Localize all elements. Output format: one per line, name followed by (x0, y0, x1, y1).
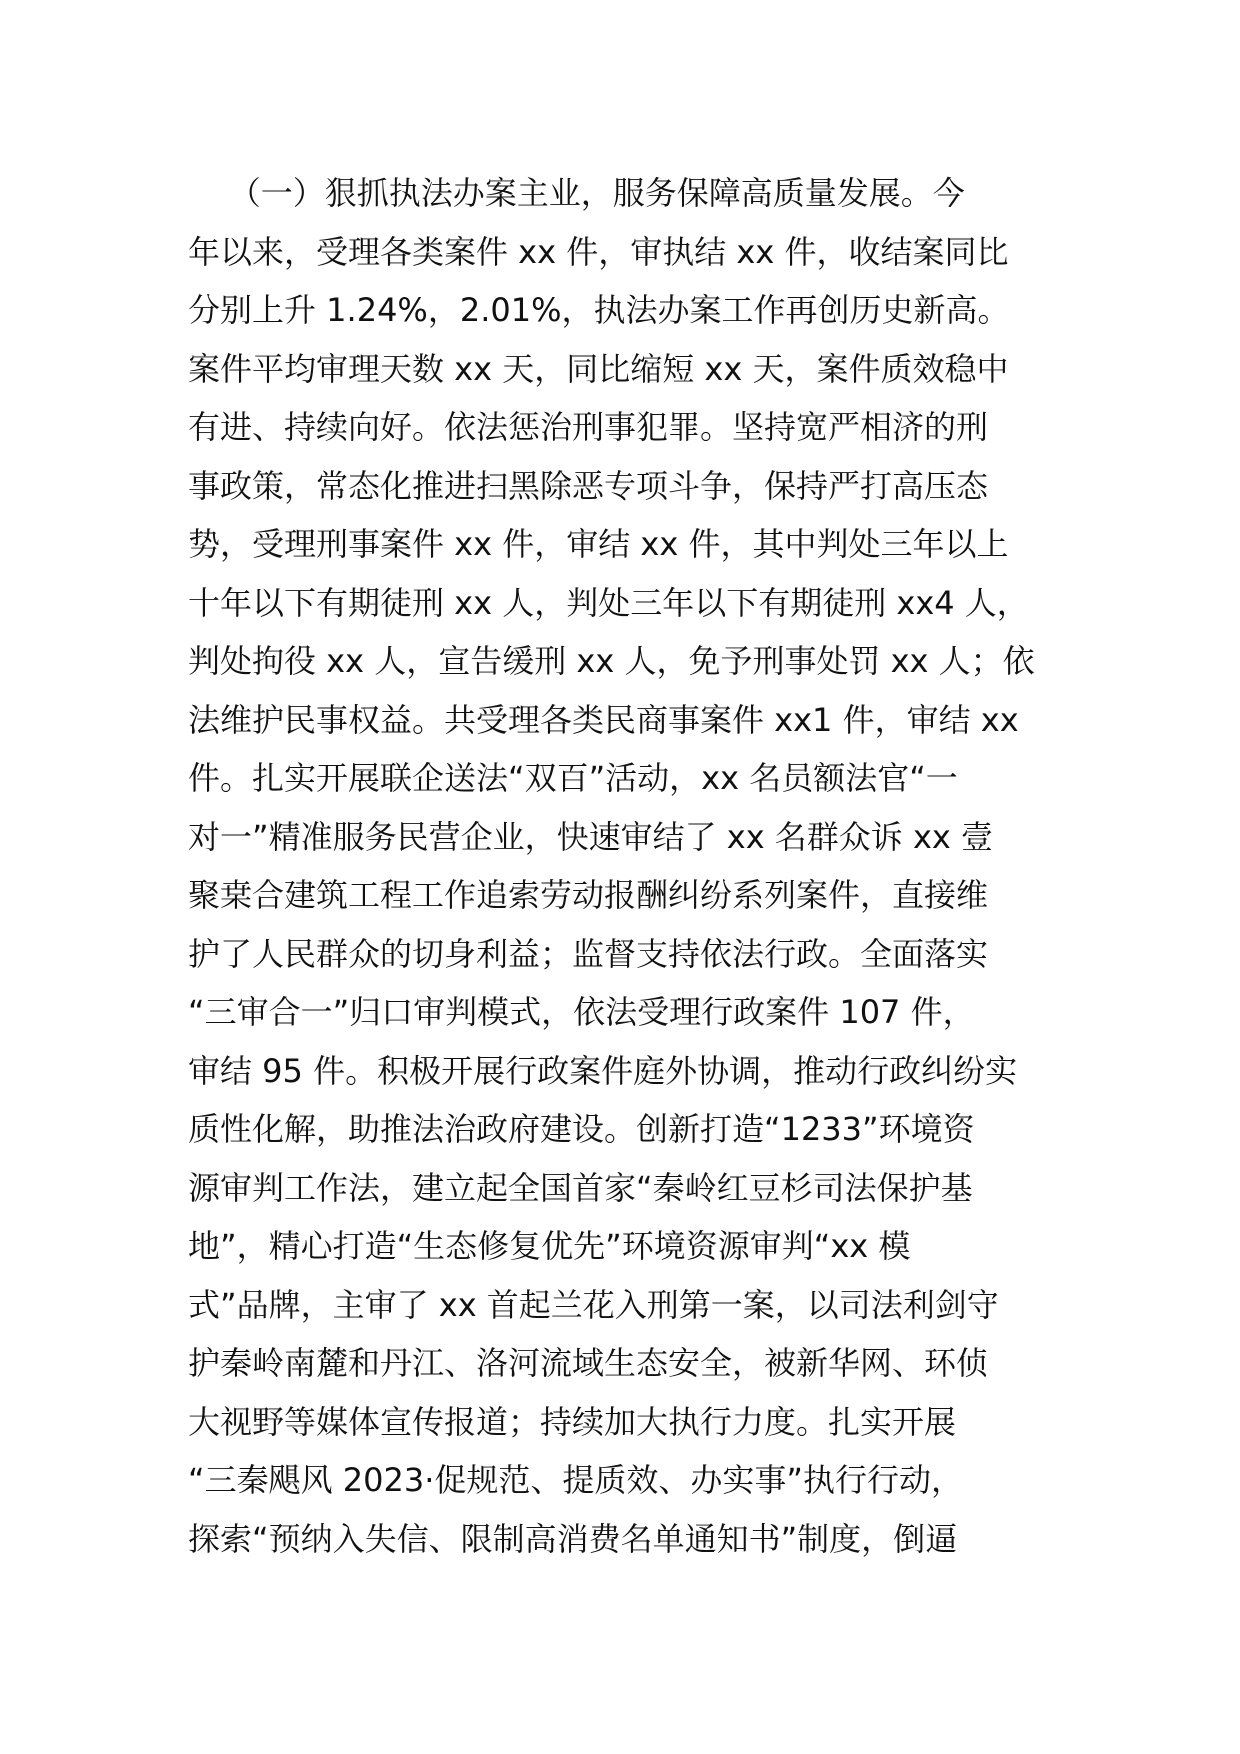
text-line: （一）狠抓执法办案主业，服务保障高质量发展。今 (188, 174, 965, 212)
text-line: 地”，精心打造“生态修复优先”环境资源审判“xx 模 (188, 1227, 911, 1265)
text-line: 护秦岭南麓和丹江、洛河流域生态安全，被新华网、环侦 (188, 1344, 989, 1382)
text-line: 护了人民群众的切身利益；监督支持依法行政。全面落实 (188, 934, 989, 973)
text-line: 分别上升 1.24%，2.01%，执法办案工作再创历史新高。 (188, 291, 1010, 329)
text-line: 事政策，常态化推进扫黑除恶专项斗争，保持严打高压态 (188, 466, 989, 505)
text-line: 对一”精准服务民营企业，快速审结了 xx 名群众诉 xx 壹 (188, 817, 994, 856)
text-line: 有进、持续向好。依法惩治刑事犯罪。坚持宽严相济的刑 (188, 408, 989, 446)
text-line: 质性化解，助推法治政府建设。创新打造“1233”环境资 (188, 1110, 975, 1148)
text-line: 大视野等媒体宣传报道；持续加大执行力度。扎实开展 (188, 1402, 957, 1441)
text-line: 年以来，受理各类案件 xx 件，审执结 xx 件，收结案同比 (188, 232, 1009, 271)
text-line: 十年以下有期徒刑 xx 人，判处三年以下有期徒刑 xx4 人， (188, 583, 1029, 622)
text-line: 源审判工作法，建立起全国首家“秦岭红豆杉司法保护基 (188, 1168, 973, 1207)
text-line: 聚枽合建筑工程工作追索劳动报酬纠纷系列案件，直接维 (188, 876, 989, 914)
text-line: 探索“预纳入失信、限制高消费名单通知书”制度，倒逼 (188, 1519, 958, 1558)
text-line: 势，受理刑事案件 xx 件，审结 xx 件，其中判处三年以上 (188, 525, 1009, 563)
text-line: “三审合一”归口审判模式，依法受理行政案件 107 件， (188, 993, 975, 1031)
text-line: 式”品牌，主审了 xx 首起兰花入刑第一案，以司法利剑守 (188, 1285, 999, 1324)
text-line: 案件平均审理天数 xx 天，同比缩短 xx 天，案件质效稳中 (188, 349, 1009, 388)
text-line: 判处拘役 xx 人，宣告缓刑 xx 人，免予刑事处罚 xx 人；依 (188, 642, 1035, 680)
text-line: 件。扎实开展联企送法“双百”活动，xx 名员额法官“一 (188, 759, 958, 797)
text-line: 法维护民事权益。共受理各类民商事案件 xx1 件，审结 xx (188, 700, 1019, 739)
body-paragraph (188, 164, 1088, 1568)
text-line: “三秦飓风 2023·促规范、提质效、办实事”执行行动， (188, 1461, 963, 1499)
text-line: 审结 95 件。积极开展行政案件庭外协调，推动行政纠纷实 (188, 1051, 1018, 1090)
